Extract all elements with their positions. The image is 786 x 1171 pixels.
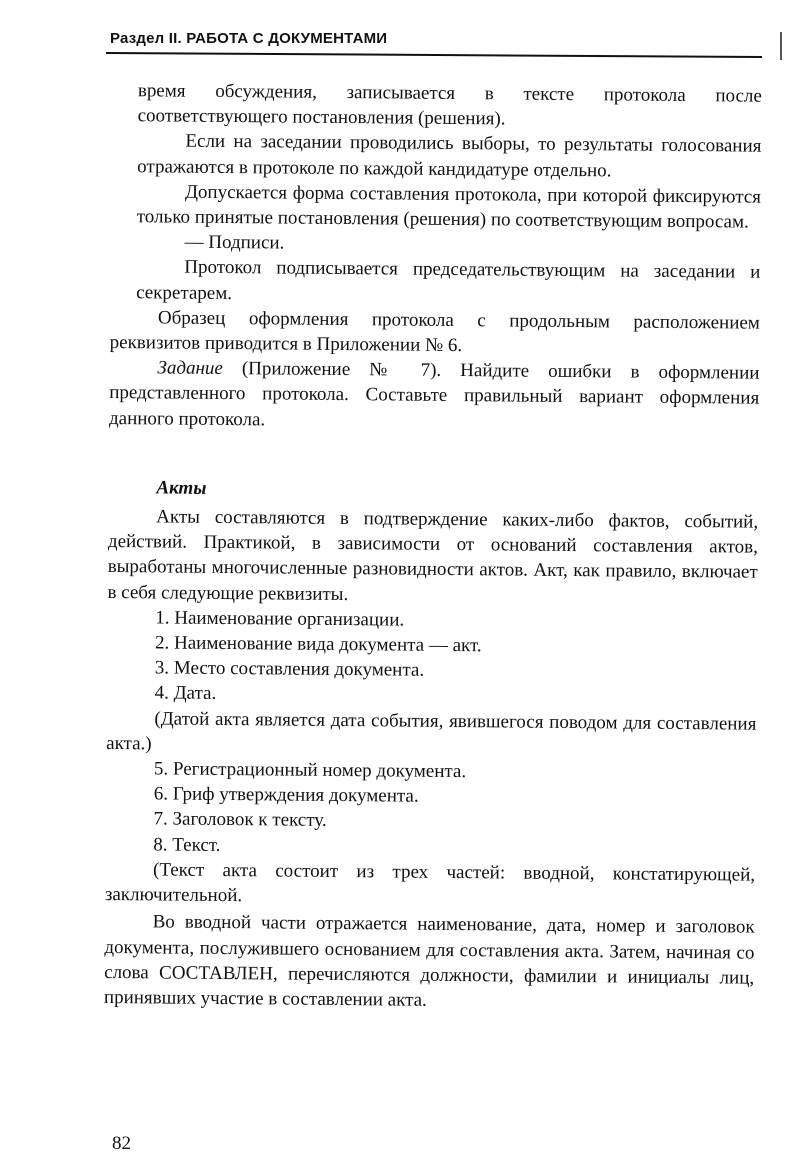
list-item: 8. Текст. [153, 834, 221, 856]
protocol-continuation [110, 78, 762, 310]
paragraph: время обсуждения, записывается в тексте протокола после соответствующего постановления (решения). [137, 80, 762, 130]
paragraph: Акты составляются в подтверждение каких-либо фактов, событий, действий. Практикой, в зависимости от оснований составления актов, выработаны многочисленные разновидности актов. Акт, как правило, включает в себя следующие реквизиты. [107, 506, 759, 605]
paragraph: (Датой акта является дата события, явившегося поводом для составления акта.) [106, 708, 757, 755]
paragraph: Протокол подписывается председательствующим на заседании и секретарем. [136, 257, 761, 304]
list-item: 7. Заголовок к тексту. [153, 808, 327, 832]
paragraph: Образец оформления протокола с продольным расположением реквизитов приводится в Приложении № 6. [109, 307, 760, 357]
list-item: 6. Гриф утверждения документа. [153, 783, 419, 807]
paragraph: Во вводной части отражается наименование, дата, номер и заголовок документа, послужившего основанием для составления акта. Затем, начиная со слова СОСТАВЛЕН, перечисляются должности, фамилии и инициалы лиц, принявших участие в составлении акта. [103, 911, 755, 1011]
list-item: 3. Место составления документа. [154, 657, 425, 682]
running-head: Раздел II. РАБОТА С ДОКУМЕНТАМИ [110, 30, 388, 47]
header-rule [106, 52, 762, 58]
task-paragraph [109, 355, 760, 436]
paragraph: Если на заседании проводились выборы, то результаты голосования отражаются в протоколе по каждой кандидатуре отдельно. [137, 131, 762, 181]
task-text: (Приложение № 7). Найдите ошибки в оформлении представленного протокола. Составьте правильный вариант оформления данного протокола. [108, 358, 760, 430]
task-label: Задание [157, 357, 223, 380]
page-number: 82 [112, 1133, 131, 1154]
paragraph: — Подписи. [184, 231, 285, 254]
list-item: 1. Наименование организации. [155, 607, 405, 631]
paragraph: (Текст акта состоит из трех частей: вводной, констатирующей, заключительной. [104, 859, 756, 907]
page-body [104, 78, 762, 1016]
section-heading: Акты [156, 477, 207, 499]
margin-mark [780, 32, 782, 60]
paragraph: Допускается форма составления протокола, при которой фиксируются только принятые постановления (решения) по соответствующим вопросам. [136, 181, 762, 233]
list-item: 5. Регистрационный номер документа. [153, 758, 467, 783]
list-item: 4. Дата. [154, 682, 217, 705]
list-item: 2. Наименование вида документа — акт. [154, 632, 482, 657]
